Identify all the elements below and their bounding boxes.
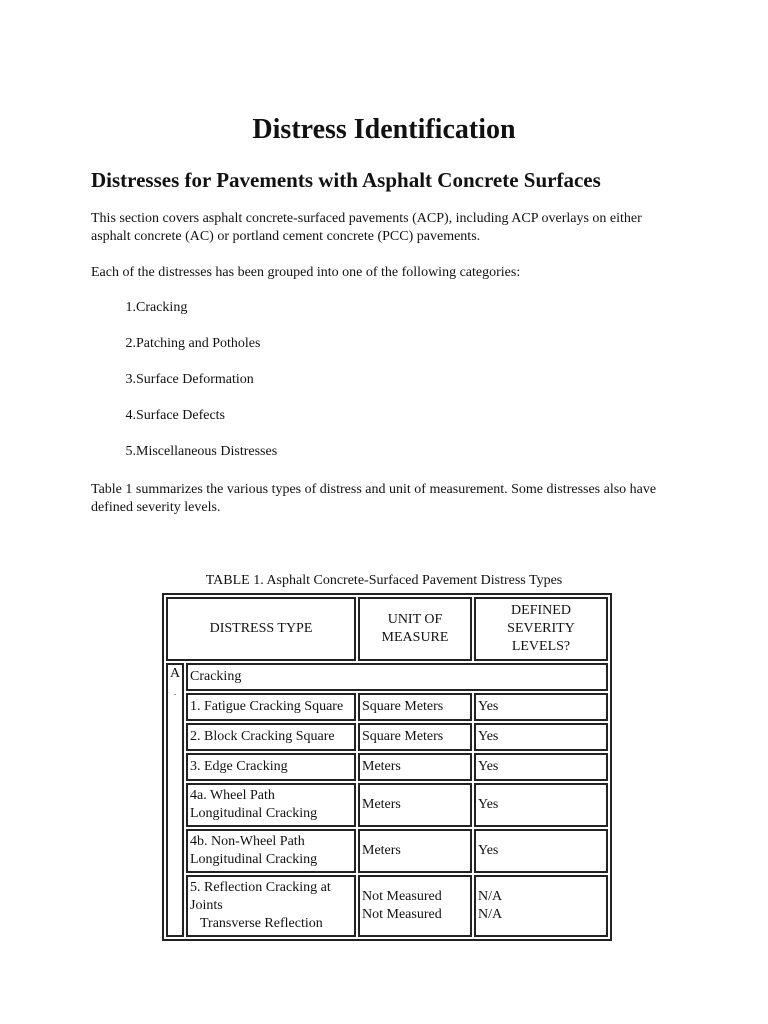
severity-cell: Yes: [474, 723, 608, 751]
group-letter-cell: [166, 663, 184, 937]
distress-type-line: 4a. Wheel Path: [190, 788, 275, 803]
distress-type-cell: 2. Block Cracking Square: [186, 723, 356, 751]
distress-type-line: 4b. Non-Wheel Path: [190, 834, 305, 849]
severity-cell: Yes: [474, 693, 608, 721]
severity-cell: Yes: [474, 753, 608, 781]
list-item-number: 4.: [125, 408, 136, 423]
list-item-number: 5.: [125, 444, 136, 459]
unit-cell: Meters: [358, 783, 472, 827]
table-caption: TABLE 1. Asphalt Concrete-Surfaced Pavement Distress Types: [205, 573, 563, 588]
unit-line: Not Measured: [362, 907, 442, 922]
distress-table: [162, 593, 612, 941]
group-letter-dot: .: [173, 687, 177, 697]
unit-cell: [358, 875, 472, 937]
table-row: [166, 829, 608, 873]
unit-cell: Square Meters: [358, 693, 472, 721]
list-item-number: 3.: [125, 372, 136, 387]
severity-cell: [474, 875, 608, 937]
severity-cell: Yes: [474, 829, 608, 873]
list-item-number: 1.: [125, 300, 136, 315]
page-title: Distress Identification: [252, 114, 516, 145]
list-item: [91, 371, 277, 407]
distress-type-cell: 3. Edge Cracking: [186, 753, 356, 781]
distress-type-line: Longitudinal Cracking: [190, 806, 318, 821]
categories-intro: Each of the distresses has been grouped into one of the following categories:: [91, 265, 521, 280]
distress-subtype-line: Transverse Reflection: [200, 916, 323, 931]
list-item: [91, 443, 277, 479]
distress-type-cell: [186, 783, 356, 827]
unit-cell: Square Meters: [358, 723, 472, 751]
severity-line: N/A: [478, 889, 503, 904]
distress-type-line: 5. Reflection Cracking at: [190, 880, 331, 895]
header-distress-type: DISTRESS TYPE: [166, 597, 356, 661]
list-item-label: Surface Defects: [136, 408, 226, 423]
unit-line: Not Measured: [362, 889, 442, 904]
table-intro: Table 1 summarizes the various types of distress and unit of measurement. Some distresses also have defined severity levels.: [91, 482, 657, 515]
unit-cell: Meters: [358, 829, 472, 873]
header-unit-of-measure: UNIT OF MEASURE: [358, 597, 472, 661]
table-row: [166, 693, 608, 721]
distress-type-cell: 1. Fatigue Cracking Square: [186, 693, 356, 721]
table-row: [166, 875, 608, 937]
table-header-row: [166, 597, 608, 661]
list-item-label: Surface Deformation: [136, 372, 254, 387]
list-item: [91, 335, 277, 371]
group-label: Cracking: [186, 663, 608, 691]
severity-cell: Yes: [474, 783, 608, 827]
list-item-label: Miscellaneous Distresses: [136, 444, 278, 459]
group-letter: A: [169, 666, 181, 681]
distress-type-line: Longitudinal Cracking: [190, 852, 318, 867]
table-row: [166, 783, 608, 827]
list-item: [91, 407, 277, 443]
header-severity-levels: DEFINED SEVERITY LEVELS?: [474, 597, 608, 661]
section-title: Distresses for Pavements with Asphalt Concrete Surfaces: [91, 168, 601, 192]
unit-cell: Meters: [358, 753, 472, 781]
intro-paragraph: This section covers asphalt concrete-surfaced pavements (ACP), including ACP overlays on either asphalt concrete (AC) or portland cement concrete (PCC) pavements.: [91, 211, 642, 244]
category-list: [91, 299, 277, 479]
list-item: [91, 299, 277, 335]
distress-type-line: Joints: [190, 898, 223, 913]
list-item-label: Patching and Potholes: [136, 336, 261, 351]
distress-type-cell: [186, 875, 356, 937]
list-item-number: 2.: [125, 336, 136, 351]
table-group-row: [166, 663, 608, 691]
severity-line: N/A: [478, 907, 503, 922]
distress-type-cell: [186, 829, 356, 873]
table-row: [166, 753, 608, 781]
table-row: [166, 723, 608, 751]
list-item-label: Cracking: [136, 300, 188, 315]
